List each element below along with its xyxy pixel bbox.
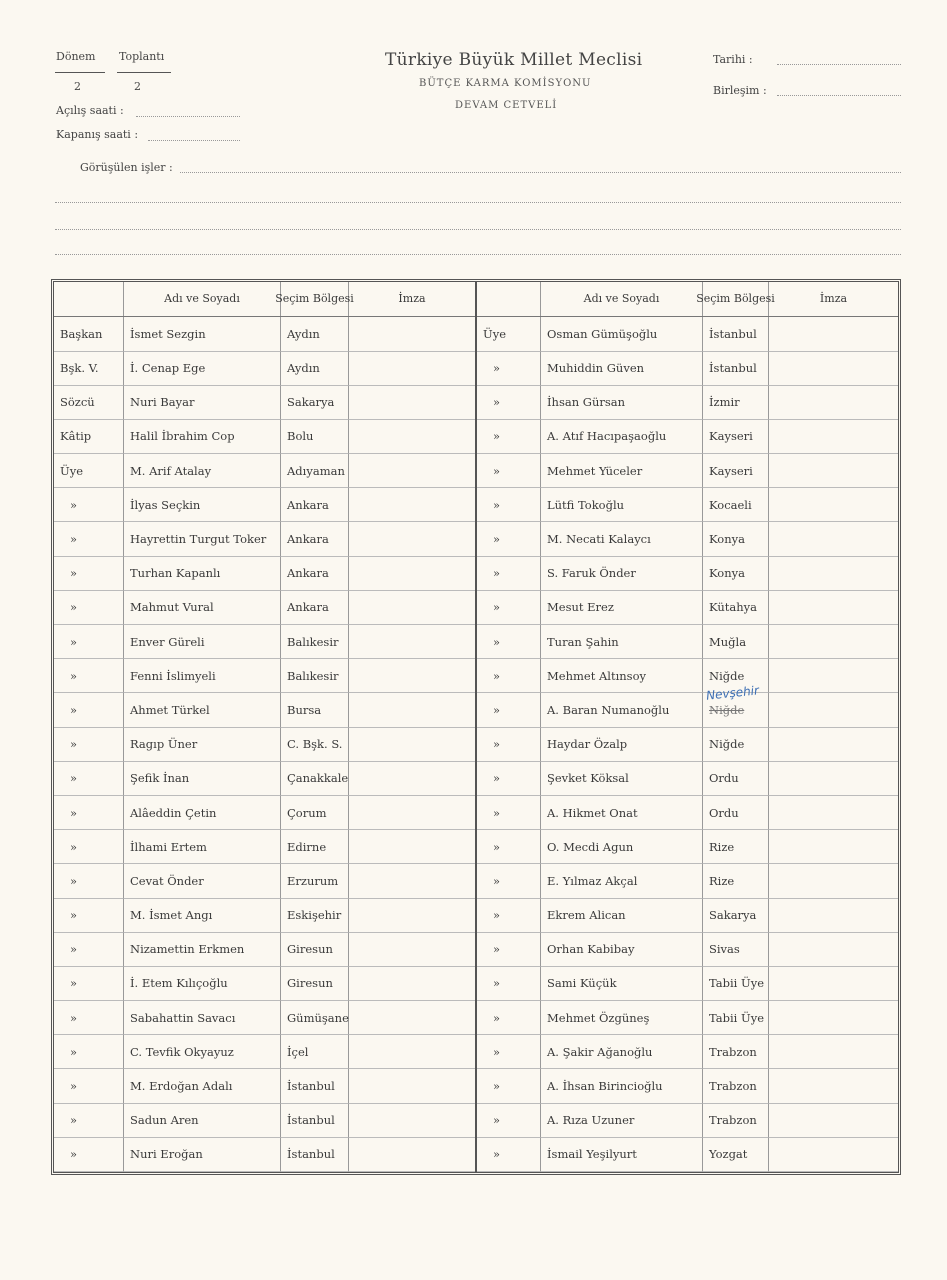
member-region: Tabii Üye [703,1001,769,1035]
member-role: » [477,625,541,659]
member-role: » [54,659,124,693]
member-role: » [54,1035,124,1069]
member-region: Tabii Üye [703,967,769,1001]
member-role: » [477,352,541,386]
member-region: Aydın [281,352,349,386]
birlesim-field[interactable] [777,95,901,96]
member-name: Ekrem Alican [541,899,703,933]
table-row [54,967,475,1001]
member-region: Yozgat [703,1138,769,1172]
member-name: Orhan Kabibay [541,933,703,967]
member-role: » [54,762,124,796]
member-role: » [54,1138,124,1172]
member-region: Konya [703,522,769,556]
member-role: » [477,591,541,625]
member-role: » [477,454,541,488]
signature-cell[interactable] [769,1069,898,1103]
tarihi-field[interactable] [777,64,901,65]
member-region: Ordu [703,796,769,830]
member-region: Adıyaman [281,454,349,488]
birlesim-label: Birleşim : [713,84,767,97]
member-role: » [477,967,541,1001]
member-name: Ragıp Üner [124,728,281,762]
member-region: Konya [703,557,769,591]
member-name: İ. Etem Kılıçoğlu [124,967,281,1001]
gorusulen-line-4[interactable] [55,254,901,255]
member-name: A. Atıf Hacıpaşaoğlu [541,420,703,454]
member-role: » [54,557,124,591]
table-row [54,557,475,591]
kapanis-label: Kapanış saati : [56,128,139,141]
signature-cell[interactable] [769,591,898,625]
member-region: Aydın [281,317,349,351]
table-row [477,693,898,727]
signature-cell[interactable] [769,454,898,488]
member-region: Rize [703,830,769,864]
member-name: Turan Şahin [541,625,703,659]
table-row [54,693,475,727]
member-role: » [477,386,541,420]
member-region: İstanbul [281,1138,349,1172]
member-name: Sabahattin Savacı [124,1001,281,1035]
acilis-field[interactable] [136,116,240,117]
member-region: Bursa [281,693,349,727]
member-role: » [54,830,124,864]
table-row [477,659,898,693]
member-name: Osman Gümüşoğlu [541,317,703,351]
table-row [477,1104,898,1138]
member-name: Sami Küçük [541,967,703,1001]
gorusulen-label: Görüşülen işler : [80,161,173,174]
page-title: Türkiye Büyük Millet Meclisi [385,50,643,70]
table-row [54,1001,475,1035]
table-row [477,386,898,420]
member-name: Nizamettin Erkmen [124,933,281,967]
member-role: » [54,933,124,967]
member-role: » [477,864,541,898]
member-name: Lütfi Tokoğlu [541,488,703,522]
signature-cell[interactable] [349,933,475,967]
member-name: İlyas Seçkin [124,488,281,522]
member-role: » [54,1104,124,1138]
table-header-row [477,282,898,317]
signature-cell[interactable] [349,522,475,556]
member-name: Cevat Önder [124,864,281,898]
member-name: Mehmet Altınsoy [541,659,703,693]
region-column-header: Seçim Bölgesi [281,282,349,316]
table-row [54,591,475,625]
member-role: Kâtip [54,420,124,454]
member-region: Giresun [281,933,349,967]
member-name: A. Baran Numanoğlu [541,693,703,727]
table-row [54,1069,475,1103]
member-region: İstanbul [281,1104,349,1138]
member-name: Şefik İnan [124,762,281,796]
member-role: Üye [54,454,124,488]
signature-cell[interactable] [769,522,898,556]
member-name: İ. Cenap Ege [124,352,281,386]
committee-name: BÜTÇE KARMA KOMİSYONU [419,78,592,89]
signature-cell[interactable] [349,420,475,454]
member-region: Ankara [281,488,349,522]
signature-cell[interactable] [349,454,475,488]
signature-cell[interactable] [769,352,898,386]
member-name: Nuri Eroğan [124,1138,281,1172]
member-region: İstanbul [703,352,769,386]
member-region: Balıkesir [281,659,349,693]
gorusulen-line-3[interactable] [55,229,901,230]
member-role: » [54,1069,124,1103]
member-region: Çanakkale [281,762,349,796]
tarihi-label: Tarihi : [713,53,753,66]
signature-cell[interactable] [769,625,898,659]
signature-cell[interactable] [349,864,475,898]
table-row [477,796,898,830]
toplanti-value: 2 [134,80,141,93]
role-column-header [477,282,541,316]
signature-cell[interactable] [769,420,898,454]
table-row [54,762,475,796]
member-name: Nuri Bayar [124,386,281,420]
table-row [477,1138,898,1172]
member-name: Turhan Kapanlı [124,557,281,591]
member-role: » [477,933,541,967]
signature-cell[interactable] [349,1138,475,1172]
member-name: Sadun Aren [124,1104,281,1138]
member-name: M. Necati Kalaycı [541,522,703,556]
member-region: İstanbul [281,1069,349,1103]
member-role: » [54,488,124,522]
kapanis-field[interactable] [148,140,240,141]
member-region: İstanbul [703,317,769,351]
member-role: » [54,967,124,1001]
table-row [54,1138,475,1172]
signature-cell[interactable] [769,1001,898,1035]
table-row [54,796,475,830]
signature-cell[interactable] [769,1035,898,1069]
member-role: » [54,591,124,625]
table-row [54,625,475,659]
table-row [477,352,898,386]
member-name: E. Yılmaz Akçal [541,864,703,898]
gorusulen-line-2[interactable] [55,202,901,203]
table-header-row [54,282,475,317]
table-row [54,830,475,864]
member-region: C. Bşk. S. [281,728,349,762]
right-table-body [477,317,898,1172]
table-row [54,659,475,693]
member-name: Hayrettin Turgut Toker [124,522,281,556]
member-role: Üye [477,317,541,351]
member-role: » [54,796,124,830]
table-row [54,454,475,488]
member-region: Trabzon [703,1035,769,1069]
member-name: A. Şakir Ağanoğlu [541,1035,703,1069]
name-column-header: Adı ve Soyadı [124,282,281,316]
table-row [54,522,475,556]
member-role: » [477,762,541,796]
table-row [477,1035,898,1069]
member-region: Ankara [281,557,349,591]
member-name: Fenni İslimyeli [124,659,281,693]
member-name: A. Hikmet Onat [541,796,703,830]
member-name: İsmail Yeşilyurt [541,1138,703,1172]
member-region: Rize [703,864,769,898]
member-region: Çorum [281,796,349,830]
member-role: » [477,557,541,591]
member-role: » [477,1069,541,1103]
member-region: Eskişehir [281,899,349,933]
signature-cell[interactable] [769,762,898,796]
member-region: Sakarya [703,899,769,933]
member-name: İhsan Gürsan [541,386,703,420]
table-row [477,1069,898,1103]
table-row [54,488,475,522]
member-region: Kayseri [703,420,769,454]
signature-cell[interactable] [349,728,475,762]
member-name: Ahmet Türkel [124,693,281,727]
signature-cell[interactable] [349,591,475,625]
member-name: Muhiddin Güven [541,352,703,386]
member-region: Balıkesir [281,625,349,659]
table-row [477,488,898,522]
member-role: » [477,1104,541,1138]
table-row [54,728,475,762]
signature-column-header: İmza [819,292,848,306]
signature-cell[interactable] [349,557,475,591]
signature-cell[interactable] [769,728,898,762]
member-region: Gümüşane [281,1001,349,1035]
table-row [477,967,898,1001]
signature-cell[interactable] [349,1035,475,1069]
table-row [54,317,475,351]
toplanti-underline [117,72,171,73]
role-column-header [54,282,124,316]
attendance-table-left [54,282,477,1172]
member-role: » [477,899,541,933]
table-row [54,1035,475,1069]
member-region: Kocaeli [703,488,769,522]
signature-cell[interactable] [769,1138,898,1172]
table-row [477,591,898,625]
member-role: » [477,1001,541,1035]
handwritten-correction: Nevşehir [705,683,760,703]
member-name: Mahmut Vural [124,591,281,625]
member-region: Niğde [703,728,769,762]
member-region: Edirne [281,830,349,864]
table-row [477,420,898,454]
donem-label: Dönem [56,50,96,63]
member-name: Mehmet Yüceler [541,454,703,488]
member-region: Ankara [281,591,349,625]
member-name: C. Tevfik Okyayuz [124,1035,281,1069]
member-name: M. Arif Atalay [124,454,281,488]
signature-cell[interactable] [349,1104,475,1138]
signature-cell[interactable] [769,488,898,522]
member-region: Niğde [703,693,769,727]
member-region: Bolu [281,420,349,454]
attendance-table [51,279,901,1175]
table-row [477,625,898,659]
member-role: » [54,899,124,933]
member-name: Halil İbrahim Cop [124,420,281,454]
member-role: » [54,864,124,898]
member-region: Kütahya [703,591,769,625]
signature-cell[interactable] [349,899,475,933]
member-region: Trabzon [703,1104,769,1138]
signature-cell[interactable] [769,659,898,693]
signature-cell[interactable] [769,1104,898,1138]
member-region: Kayseri [703,454,769,488]
table-row [54,899,475,933]
left-table-body [54,317,475,1172]
table-row [477,762,898,796]
table-row [477,899,898,933]
signature-cell[interactable] [769,967,898,1001]
member-role: Bşk. V. [54,352,124,386]
member-region: Sakarya [281,386,349,420]
table-row [477,830,898,864]
member-name: A. Rıza Uzuner [541,1104,703,1138]
member-region: Niğde [703,659,769,693]
member-role: » [477,796,541,830]
member-name: İsmet Sezgin [124,317,281,351]
member-region: Ordu [703,762,769,796]
member-name: S. Faruk Önder [541,557,703,591]
signature-cell[interactable] [349,659,475,693]
member-role: » [477,830,541,864]
member-role: » [54,522,124,556]
member-role: » [477,1138,541,1172]
table-row [54,1104,475,1138]
table-row [477,454,898,488]
member-name: Alâeddin Çetin [124,796,281,830]
signature-cell[interactable] [769,557,898,591]
signature-cell[interactable] [769,317,898,351]
member-region: Trabzon [703,1069,769,1103]
member-name: Mesut Erez [541,591,703,625]
signature-cell[interactable] [349,693,475,727]
signature-cell[interactable] [349,317,475,351]
member-region: Giresun [281,967,349,1001]
donem-value: 2 [74,80,81,93]
member-role: » [54,693,124,727]
member-role: Sözcü [54,386,124,420]
table-row [477,933,898,967]
member-region: Ankara [281,522,349,556]
member-name: A. İhsan Birincioğlu [541,1069,703,1103]
member-role: » [477,488,541,522]
member-role: » [54,728,124,762]
table-row [54,933,475,967]
signature-cell[interactable] [349,386,475,420]
region-column-header: Seçim Bölgesi [703,282,769,316]
signature-cell[interactable] [769,386,898,420]
member-name: Mehmet Özgüneş [541,1001,703,1035]
member-region: Erzurum [281,864,349,898]
member-region: İçel [281,1035,349,1069]
signature-cell[interactable] [769,933,898,967]
signature-cell[interactable] [349,488,475,522]
table-row [477,1001,898,1035]
table-row [54,386,475,420]
table-row [54,420,475,454]
signature-column-header: İmza [398,292,426,306]
donem-underline [55,72,105,73]
member-name: Haydar Özalp [541,728,703,762]
signature-cell[interactable] [349,967,475,1001]
member-name: İlhami Ertem [124,830,281,864]
signature-cell[interactable] [769,899,898,933]
table-row [477,728,898,762]
member-role: » [54,1001,124,1035]
name-column-header: Adı ve Soyadı [541,282,703,316]
signature-cell[interactable] [769,796,898,830]
member-region: Sivas [703,933,769,967]
member-name: M. Erdoğan Adalı [124,1069,281,1103]
signature-cell[interactable] [769,864,898,898]
member-name: O. Mecdi Agun [541,830,703,864]
member-role: » [477,693,541,727]
member-role: » [477,728,541,762]
table-row [477,317,898,351]
member-role: » [477,659,541,693]
signature-cell[interactable] [769,693,898,727]
document-type: DEVAM CETVELİ [455,100,558,111]
signature-cell[interactable] [349,1001,475,1035]
table-row [477,522,898,556]
member-role: Başkan [54,317,124,351]
gorusulen-line-1[interactable] [180,172,901,173]
signature-cell[interactable] [349,762,475,796]
acilis-label: Açılış saati : [56,104,124,117]
member-name: Şevket Köksal [541,762,703,796]
member-role: » [54,625,124,659]
member-region: İzmir [703,386,769,420]
table-row [54,352,475,386]
member-role: » [477,522,541,556]
table-row [54,864,475,898]
signature-cell[interactable] [349,830,475,864]
signature-cell[interactable] [769,830,898,864]
attendance-table-right [477,282,898,1172]
signature-cell[interactable] [349,1069,475,1103]
member-region: Muğla [703,625,769,659]
table-row [477,864,898,898]
signature-cell[interactable] [349,352,475,386]
signature-cell[interactable] [349,625,475,659]
member-name: Enver Güreli [124,625,281,659]
toplanti-label: Toplantı [119,50,165,63]
member-name: M. İsmet Angı [124,899,281,933]
member-role: » [477,1035,541,1069]
table-row [477,557,898,591]
signature-cell[interactable] [349,796,475,830]
member-role: » [477,420,541,454]
